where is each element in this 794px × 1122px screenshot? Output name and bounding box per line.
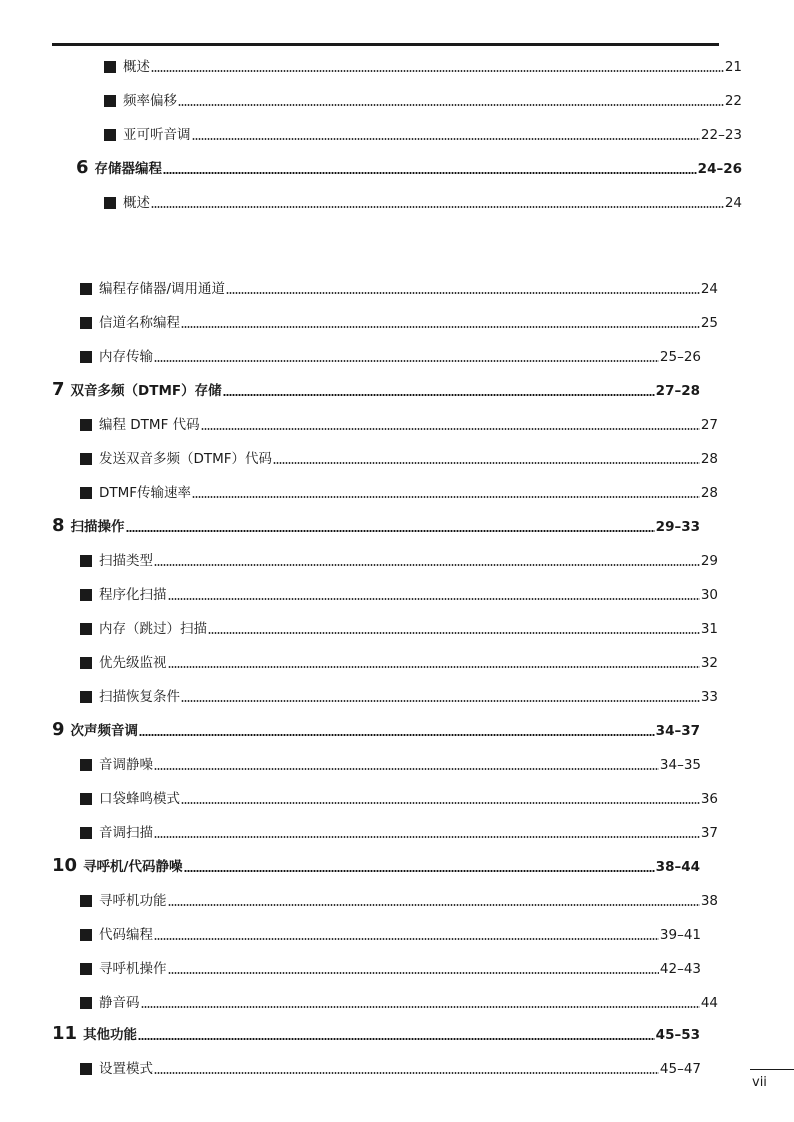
toc-item-label: 口袋蜂鸣模式: [99, 791, 180, 807]
bullet-square-icon: [80, 317, 92, 329]
toc-item[interactable]: [104, 53, 742, 75]
toc-item[interactable]: [80, 411, 718, 433]
toc-item[interactable]: [80, 1055, 701, 1077]
dot-leader: [192, 138, 700, 140]
toc-item-label: 概述: [123, 195, 150, 211]
toc-item[interactable]: [80, 921, 701, 943]
toc-chapter[interactable]: [76, 155, 742, 177]
dot-leader: [154, 938, 659, 940]
dot-leader: [154, 360, 659, 362]
toc-item-pages: 30: [700, 587, 718, 603]
bullet-square-icon: [104, 197, 116, 209]
toc-item-pages: 42–43: [659, 961, 701, 977]
dot-leader: [223, 394, 655, 396]
toc-item-pages: 21: [724, 59, 742, 75]
dot-leader: [208, 632, 700, 634]
dot-leader: [139, 734, 655, 736]
toc-item-pages: 24: [724, 195, 742, 211]
toc-item-pages: 36: [700, 791, 718, 807]
toc-item-label: 概述: [123, 59, 150, 75]
dot-leader: [154, 564, 700, 566]
footer-rule: [750, 1069, 794, 1070]
bullet-square-icon: [104, 61, 116, 73]
dot-leader: [126, 530, 655, 532]
toc-item-label: 信道名称编程: [99, 315, 180, 331]
toc-item-label: DTMF传输速率: [99, 485, 192, 501]
toc-item-pages: 33: [700, 689, 718, 705]
bullet-square-icon: [80, 929, 92, 941]
bullet-square-icon: [80, 453, 92, 465]
bullet-square-icon: [80, 895, 92, 907]
toc-item-label: 发送双音多频（DTMF）代码: [99, 451, 273, 467]
toc-chapter-label: 双音多频（DTMF）存储: [70, 383, 222, 399]
bullet-square-icon: [80, 963, 92, 975]
chapter-number: 11: [52, 1023, 78, 1044]
toc-item-label: 编程存储器/调用通道: [99, 281, 226, 297]
page-number: vii: [752, 1075, 767, 1090]
toc-item-label: 扫描类型: [99, 553, 153, 569]
toc-item[interactable]: [80, 581, 718, 603]
dot-leader: [181, 802, 700, 804]
dot-leader: [181, 326, 700, 328]
toc-chapter-label: 次声频音调: [70, 723, 139, 739]
bullet-square-icon: [104, 129, 116, 141]
toc-item-pages: 29: [700, 553, 718, 569]
toc-item-label: 频率偏移: [123, 93, 177, 109]
dot-leader: [184, 870, 655, 872]
dot-leader: [181, 700, 700, 702]
toc-item-pages: 45–47: [659, 1061, 701, 1077]
dot-leader: [138, 1038, 655, 1040]
toc-chapter-pages: 34–37: [655, 723, 700, 739]
dot-leader: [154, 768, 659, 770]
toc-item[interactable]: [80, 547, 718, 569]
toc-item-pages: 34–35: [659, 757, 701, 773]
bullet-square-icon: [104, 95, 116, 107]
toc-item-pages: 22: [724, 93, 742, 109]
toc-item-label: 内存传输: [99, 349, 153, 365]
top-rule: [52, 43, 719, 46]
toc-item[interactable]: [80, 683, 718, 705]
dot-leader: [168, 666, 700, 668]
bullet-square-icon: [80, 623, 92, 635]
toc-item-label: 静音码: [99, 995, 140, 1011]
toc-item[interactable]: [80, 615, 718, 637]
toc-chapter-pages: 24–26: [697, 161, 742, 177]
dot-leader: [141, 1006, 700, 1008]
dot-leader: [201, 428, 700, 430]
dot-leader: [168, 598, 700, 600]
toc-item-pages: 31: [700, 621, 718, 637]
toc-chapter[interactable]: [52, 1021, 700, 1043]
dot-leader: [192, 496, 700, 498]
dot-leader: [163, 172, 697, 174]
toc-item-pages: 27: [700, 417, 718, 433]
toc-chapter[interactable]: [52, 377, 700, 399]
toc-item-pages: 22–23: [700, 127, 742, 143]
toc-item[interactable]: [80, 785, 718, 807]
toc-item-label: 寻呼机功能: [99, 893, 167, 909]
bullet-square-icon: [80, 487, 92, 499]
dot-leader: [154, 1072, 659, 1074]
toc-item[interactable]: [80, 649, 718, 671]
dot-leader: [273, 462, 700, 464]
toc-item-pages: 39–41: [659, 927, 701, 943]
toc-item-label: 设置模式: [99, 1061, 153, 1077]
bullet-square-icon: [80, 1063, 92, 1075]
toc-item-label: 音调静噪: [99, 757, 153, 773]
toc-item-label: 内存（跳过）扫描: [99, 621, 207, 637]
chapter-number: 9: [52, 719, 65, 740]
toc-chapter-pages: 38–44: [655, 859, 700, 875]
toc-item[interactable]: [104, 189, 742, 211]
toc-item-label: 亚可听音调: [123, 127, 191, 143]
toc-item[interactable]: [80, 887, 718, 909]
toc-item[interactable]: [80, 819, 718, 841]
bullet-square-icon: [80, 283, 92, 295]
bullet-square-icon: [80, 419, 92, 431]
toc-chapter-label: 寻呼机/代码静噪: [83, 859, 183, 875]
toc-item-label: 编程 DTMF 代码: [99, 417, 200, 433]
toc-chapter-pages: 29–33: [655, 519, 700, 535]
chapter-number: 10: [52, 855, 78, 876]
toc-item[interactable]: [80, 309, 718, 331]
toc-chapter-label: 扫描操作: [70, 519, 125, 535]
toc-item-pages: 32: [700, 655, 718, 671]
toc-item-pages: 24: [700, 281, 718, 297]
toc-chapter-pages: 45–53: [655, 1027, 700, 1043]
toc-item-label: 代码编程: [99, 927, 153, 943]
bullet-square-icon: [80, 793, 92, 805]
dot-leader: [168, 904, 700, 906]
dot-leader: [168, 972, 659, 974]
toc-chapter-label: 存储器编程: [94, 161, 163, 177]
toc-item-pages: 28: [700, 485, 718, 501]
bullet-square-icon: [80, 657, 92, 669]
chapter-number: 6: [76, 157, 89, 178]
toc-item[interactable]: [80, 445, 718, 467]
toc-chapter[interactable]: [52, 717, 700, 739]
bullet-square-icon: [80, 759, 92, 771]
bullet-square-icon: [80, 691, 92, 703]
toc-item-pages: 38: [700, 893, 718, 909]
bullet-square-icon: [80, 555, 92, 567]
toc-item-pages: 37: [700, 825, 718, 841]
chapter-number: 7: [52, 379, 65, 400]
toc-item-label: 程序化扫描: [99, 587, 167, 603]
dot-leader: [154, 836, 700, 838]
toc-item[interactable]: [80, 275, 718, 297]
dot-leader: [151, 70, 724, 72]
dot-leader: [226, 292, 700, 294]
bullet-square-icon: [80, 997, 92, 1009]
toc-chapter-pages: 27–28: [655, 383, 700, 399]
toc-item-pages: 44: [700, 995, 718, 1011]
toc-item[interactable]: [80, 955, 701, 977]
toc-item-pages: 28: [700, 451, 718, 467]
toc-item[interactable]: [80, 989, 718, 1011]
toc-chapter[interactable]: [52, 513, 700, 535]
toc-item[interactable]: [104, 121, 742, 143]
toc-item-label: 优先级监视: [99, 655, 167, 671]
toc-item-label: 音调扫描: [99, 825, 153, 841]
chapter-number: 8: [52, 515, 65, 536]
toc-item[interactable]: [80, 479, 718, 501]
toc-item[interactable]: [80, 751, 701, 773]
toc-item-label: 扫描恢复条件: [99, 689, 180, 705]
dot-leader: [178, 104, 724, 106]
dot-leader: [151, 206, 724, 208]
toc-item-label: 寻呼机操作: [99, 961, 167, 977]
toc-item-pages: 25: [700, 315, 718, 331]
bullet-square-icon: [80, 589, 92, 601]
toc-item[interactable]: [104, 87, 742, 109]
toc-item[interactable]: [80, 343, 701, 365]
bullet-square-icon: [80, 351, 92, 363]
bullet-square-icon: [80, 827, 92, 839]
toc-chapter[interactable]: [52, 853, 700, 875]
toc-item-pages: 25–26: [659, 349, 701, 365]
toc-chapter-label: 其他功能: [83, 1027, 138, 1043]
